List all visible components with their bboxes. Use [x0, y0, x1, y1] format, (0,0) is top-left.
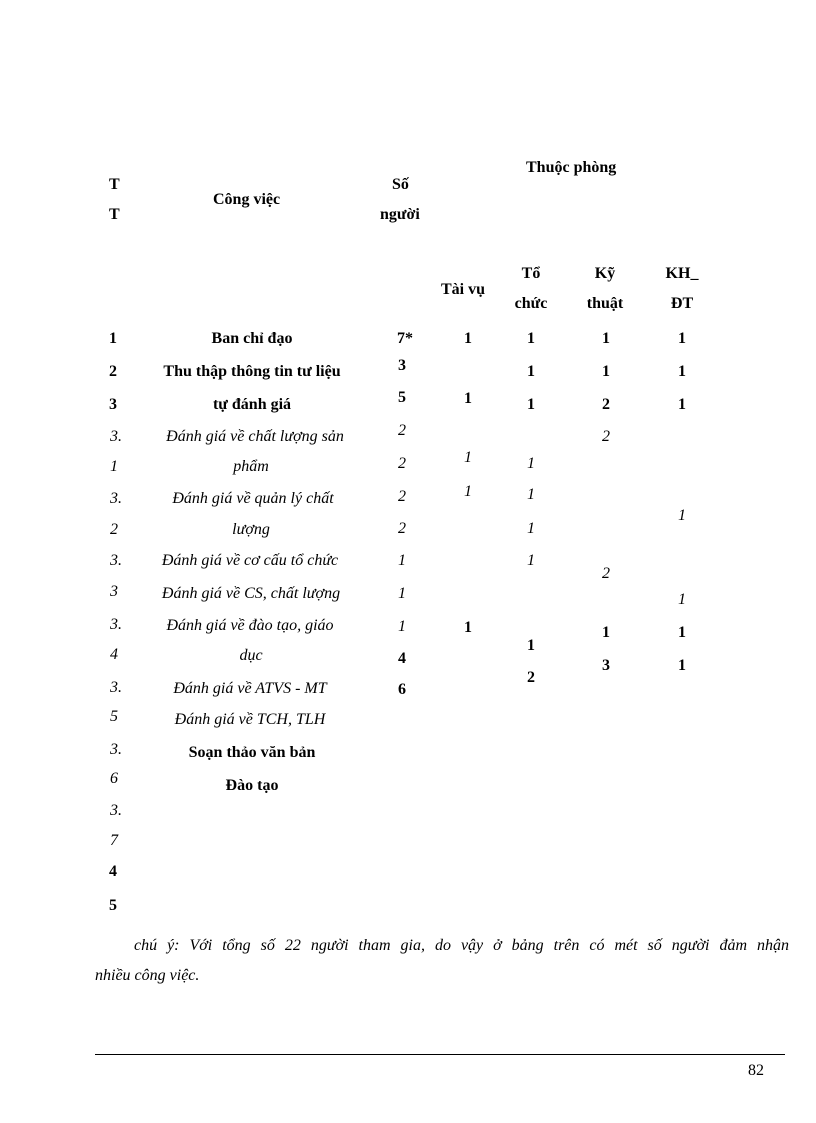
task-cell: Soạn thảo văn bản: [188, 744, 316, 761]
note-line-2: nhiều công việc.: [95, 967, 200, 984]
so-nguoi-cell: 5: [398, 389, 406, 406]
header-so-nguoi-1: Số: [392, 176, 409, 193]
to-chuc-cell: 1: [527, 455, 535, 472]
tt-cell: 3.: [110, 802, 122, 819]
header-kh-dt-2: ĐT: [670, 295, 694, 312]
header-ky-thuat-1: Kỹ: [594, 265, 616, 282]
task-cell: lượng: [232, 521, 270, 538]
tt-cell: 3.: [110, 552, 122, 569]
so-nguoi-cell: 2: [398, 488, 406, 505]
tt-cell: 2: [110, 521, 118, 538]
tt-cell: 4: [110, 646, 118, 663]
ky-thuat-cell: 1: [602, 624, 610, 641]
tai-vu-cell: 1: [464, 449, 472, 466]
footer-rule: [95, 1054, 785, 1055]
kh-dt-cell: 1: [678, 396, 686, 413]
tt-cell: 3.: [110, 490, 122, 507]
task-cell: Đánh giá về chất lượng sản: [166, 428, 344, 445]
tai-vu-cell: 1: [464, 483, 472, 500]
ky-thuat-cell: 1: [602, 330, 610, 347]
task-cell: Đánh giá về TCH, TLH: [174, 711, 326, 728]
to-chuc-cell: 1: [527, 486, 535, 503]
so-nguoi-cell: 2: [398, 455, 406, 472]
tt-cell: 2: [109, 363, 117, 380]
task-cell: tự đánh giá: [212, 396, 292, 413]
tt-cell: 1: [110, 458, 118, 475]
header-so-nguoi-2: người: [380, 206, 420, 223]
header-thuoc-phong: Thuộc phòng: [526, 159, 617, 176]
to-chuc-cell: 2: [527, 669, 535, 686]
task-cell: Đánh giá về đào tạo, giáo: [166, 617, 334, 634]
task-cell: Đánh giá về quản lý chất: [172, 490, 334, 507]
tt-cell: 5: [109, 897, 117, 914]
to-chuc-cell: 1: [527, 637, 535, 654]
so-nguoi-cell: 1: [398, 585, 406, 602]
so-nguoi-cell: 3: [398, 357, 406, 374]
tt-cell: 7: [110, 832, 118, 849]
ky-thuat-cell: 2: [602, 428, 610, 445]
ky-thuat-cell: 2: [602, 396, 610, 413]
tt-cell: 3.: [110, 428, 122, 445]
kh-dt-cell: 1: [678, 624, 686, 641]
tt-cell: 3.: [110, 679, 122, 696]
task-cell: Đánh giá về ATVS - MT: [173, 680, 327, 697]
task-cell: Đánh giá về cơ cấu tổ chức: [161, 552, 339, 569]
to-chuc-cell: 1: [527, 552, 535, 569]
page-number: 82: [748, 1062, 764, 1079]
ky-thuat-cell: 2: [602, 565, 610, 582]
so-nguoi-cell: 4: [398, 650, 406, 667]
header-tai-vu: Tài vụ: [441, 281, 486, 298]
task-cell: Đánh giá về CS, chất lượng: [161, 585, 341, 602]
tt-cell: 5: [110, 708, 118, 725]
kh-dt-cell: 1: [678, 591, 686, 608]
kh-dt-cell: 1: [678, 330, 686, 347]
ky-thuat-cell: 1: [602, 363, 610, 380]
tt-cell: 3.: [110, 616, 122, 633]
to-chuc-cell: 1: [527, 363, 535, 380]
task-cell: phẩm: [233, 458, 269, 475]
so-nguoi-cell: 2: [398, 520, 406, 537]
to-chuc-cell: 1: [527, 520, 535, 537]
header-cong-viec: Công việc: [213, 191, 281, 208]
tt-cell: 1: [109, 330, 117, 347]
tt-cell: 3: [110, 583, 118, 600]
kh-dt-cell: 1: [678, 657, 686, 674]
header-to-chuc-2: chức: [514, 295, 548, 312]
tt-cell: 3.: [110, 741, 122, 758]
task-cell: Thu thập thông tin tư liệu: [163, 363, 341, 380]
kh-dt-cell: 1: [678, 363, 686, 380]
kh-dt-cell: 1: [678, 507, 686, 524]
header-to-chuc-1: Tổ: [521, 265, 541, 282]
tai-vu-cell: 1: [464, 390, 472, 407]
so-nguoi-cell: 1: [398, 552, 406, 569]
header-tt-1: T: [109, 176, 120, 193]
tt-cell: 4: [109, 863, 117, 880]
task-cell: dục: [239, 647, 263, 664]
to-chuc-cell: 1: [527, 396, 535, 413]
task-cell: Đào tạo: [225, 777, 279, 794]
so-nguoi-cell: 7*: [397, 330, 413, 347]
tai-vu-cell: 1: [464, 619, 472, 636]
so-nguoi-cell: 1: [398, 618, 406, 635]
tt-cell: 6: [110, 770, 118, 787]
header-ky-thuat-2: thuật: [586, 295, 624, 312]
so-nguoi-cell: 6: [398, 681, 406, 698]
note-line-1: chú ý: Với tổng số 22 người tham gia, do vậy ở bảng trên có mét số người đảm nhận: [134, 937, 789, 954]
to-chuc-cell: 1: [527, 330, 535, 347]
tt-cell: 3: [109, 396, 117, 413]
ky-thuat-cell: 3: [602, 657, 610, 674]
header-kh-dt-1: KH_: [665, 265, 699, 282]
header-tt-2: T: [109, 206, 120, 223]
tai-vu-cell: 1: [464, 330, 472, 347]
task-cell: Ban chỉ đạo: [211, 330, 293, 347]
so-nguoi-cell: 2: [398, 422, 406, 439]
